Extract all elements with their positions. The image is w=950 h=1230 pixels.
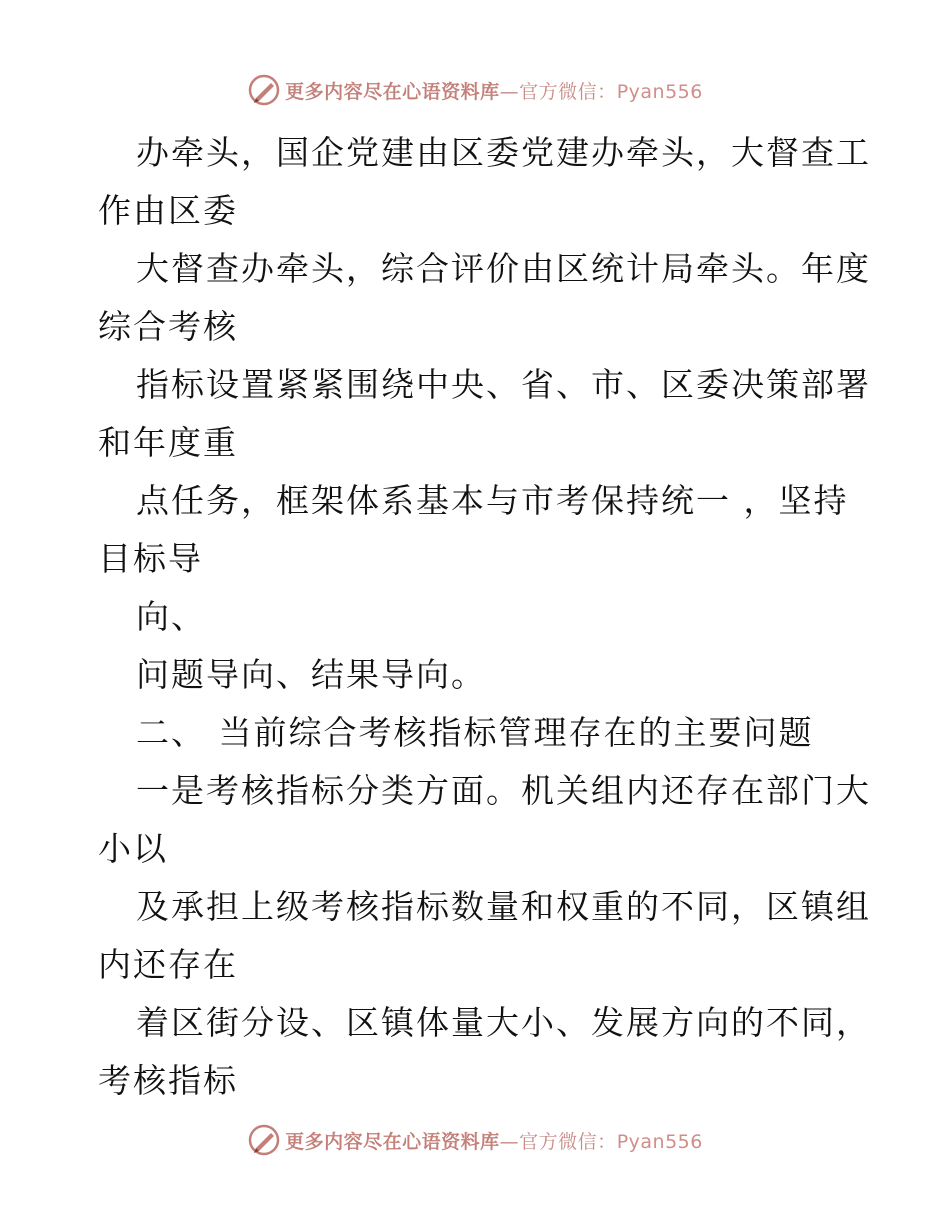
document-body (98, 124, 871, 1110)
pen-logo-icon (247, 73, 281, 107)
text-line: 目标导 (98, 539, 203, 578)
text-line: 和年度重 (98, 423, 238, 462)
text-line: 综合考核 (98, 307, 238, 346)
text-line: 指标设置紧紧围绕中央、省、市、区委决策部署 (136, 365, 871, 404)
watermark-wechat-label: 官方微信： (519, 80, 617, 103)
watermark-wechat-label: 官方微信： (519, 1130, 617, 1153)
text-line: 二、 当前综合考核指标管理存在的主要问题 (136, 713, 814, 752)
text-line: 办牵头，国企党建由区委党建办牵头，大督查工 (136, 133, 871, 172)
text-line: 及承担上级考核指标数量和权重的不同，区镇组 (136, 887, 871, 926)
text-line: 内还存在 (98, 945, 238, 984)
watermark-text (285, 1127, 703, 1154)
watermark-wechat-id: Pyan556 (616, 80, 703, 103)
text-line: 大督查办牵头，综合评价由区统计局牵头。年度 (136, 249, 871, 288)
watermark-text (285, 77, 703, 104)
watermark-wechat-id: Pyan556 (616, 1130, 703, 1153)
text-line: 向、 (136, 597, 206, 636)
watermark-main: 更多内容尽在心语资料库 (285, 1130, 500, 1153)
header-watermark (0, 70, 950, 110)
watermark-separator: — (499, 80, 520, 103)
text-line: 一是考核指标分类方面。机关组内还存在部门大 (136, 771, 871, 810)
text-line: 点任务，框架体系基本与市考保持统一 ，坚持 (136, 481, 849, 520)
text-line: 着区街分设、区镇体量大小、发展方向的不同， (136, 1003, 871, 1042)
text-line: 考核指标 (98, 1061, 238, 1100)
pen-logo-icon (247, 1123, 281, 1157)
text-line: 问题导向、结果导向。 (136, 655, 486, 694)
watermark-separator: — (499, 1130, 520, 1153)
text-line: 小以 (98, 829, 168, 868)
watermark-main: 更多内容尽在心语资料库 (285, 80, 500, 103)
text-line: 作由区委 (98, 191, 238, 230)
footer-watermark (0, 1120, 950, 1160)
